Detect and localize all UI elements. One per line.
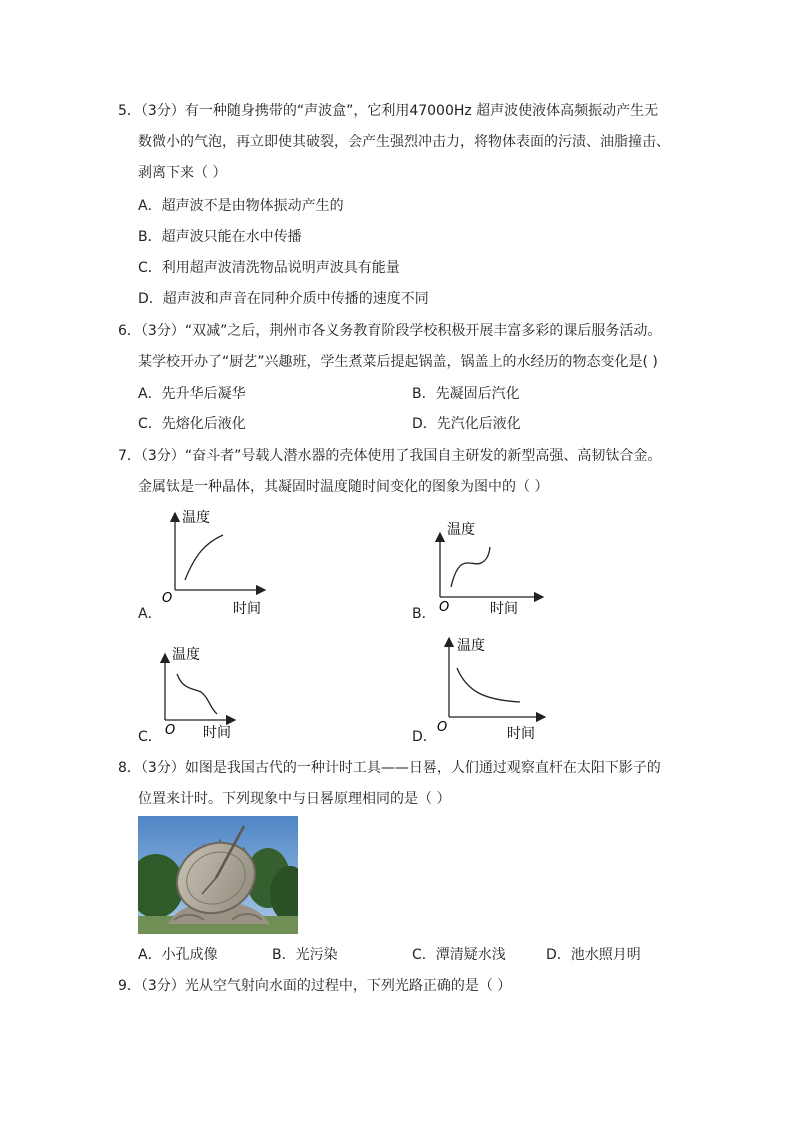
curve <box>177 674 217 714</box>
q8-stem-line1: 8．（3分）如图是我国古代的一种计时工具——日晷，人们通过观察直杆在太阳下影子的 <box>118 760 661 776</box>
q5-option-b: B．超声波只能在水中传播 <box>138 229 302 245</box>
q6-option-c: C．先熔化后液化 <box>138 416 246 432</box>
x-axis-label: 时间 <box>233 601 261 617</box>
sundial-photo <box>138 816 298 934</box>
origin-label: O <box>437 720 448 735</box>
y-axis-label: 温度 <box>182 510 210 526</box>
q7-graph-c-label: C． <box>138 729 162 745</box>
q7-graph-a <box>155 505 275 620</box>
q7-graph-b <box>425 515 550 620</box>
q5-stem-line1: 5．（3分）有一种随身携带的“声波盒”，它利用47000Hz 超声波使液体高频振动产生无 <box>118 103 659 119</box>
y-axis-label: 温度 <box>457 638 485 654</box>
q9-stem-line1: 9．（3分）光从空气射向水面的过程中，下列光路正确的是（ ） <box>118 978 512 994</box>
q7-stem-line2: 金属钛是一种晶体，其凝固时温度随时间变化的图象为图中的（ ） <box>138 479 549 495</box>
q8-stem-line2: 位置来计时。下列现象中与日晷原理相同的是（ ） <box>138 791 451 807</box>
q8-option-d: D．池水照月明 <box>546 947 641 963</box>
q8-option-b: B．光污染 <box>272 947 338 963</box>
origin-label: O <box>439 600 450 615</box>
curve <box>185 535 223 580</box>
q6-option-d: D．先汽化后液化 <box>412 416 521 432</box>
y-axis-label: 温度 <box>172 647 200 663</box>
y-axis-label: 温度 <box>447 522 475 538</box>
q6-option-b: B．先凝固后汽化 <box>412 386 520 402</box>
q7-graph-a-label: A． <box>138 606 162 622</box>
q7-graph-d <box>425 630 550 745</box>
q6-stem-line2: 某学校开办了“厨艺”兴趣班，学生煮菜后提起锅盖，锅盖上的水经历的物态变化是( ) <box>138 354 658 370</box>
origin-label: O <box>162 591 173 606</box>
curve <box>451 547 490 587</box>
q7-graph-c <box>155 640 255 745</box>
q8-option-a: A．小孔成像 <box>138 947 218 963</box>
q5-stem-line3: 剥离下来（ ） <box>138 165 227 181</box>
curve <box>457 668 520 702</box>
q8-option-c: C．潭清疑水浅 <box>412 947 506 963</box>
q6-stem-line1: 6．（3分）“双减”之后，荆州市各义务教育阶段学校积极开展丰富多彩的课后服务活动。 <box>118 323 662 339</box>
x-axis-label: 时间 <box>507 726 535 742</box>
q6-option-a: A．先升华后凝华 <box>138 386 246 402</box>
x-axis-label: 时间 <box>203 725 231 741</box>
q7-graph-d-label: D． <box>412 729 437 745</box>
q5-option-a: A．超声波不是由物体振动产生的 <box>138 198 344 214</box>
x-axis-label: 时间 <box>490 601 518 617</box>
q5-stem-line2: 数微小的气泡，再立即使其破裂，会产生强烈冲击力，将物体表面的污渍、油脂撞击、 <box>138 134 670 150</box>
q5-option-c: C．利用超声波清洗物品说明声波具有能量 <box>138 260 400 276</box>
origin-label: O <box>165 723 176 738</box>
q7-stem-line1: 7．（3分）“奋斗者”号载人潜水器的壳体使用了我国自主研发的新型高强、高韧钛合金。 <box>118 448 662 464</box>
q7-graph-b-label: B． <box>412 606 436 622</box>
q5-option-d: D．超声波和声音在同种介质中传播的速度不同 <box>138 291 429 307</box>
